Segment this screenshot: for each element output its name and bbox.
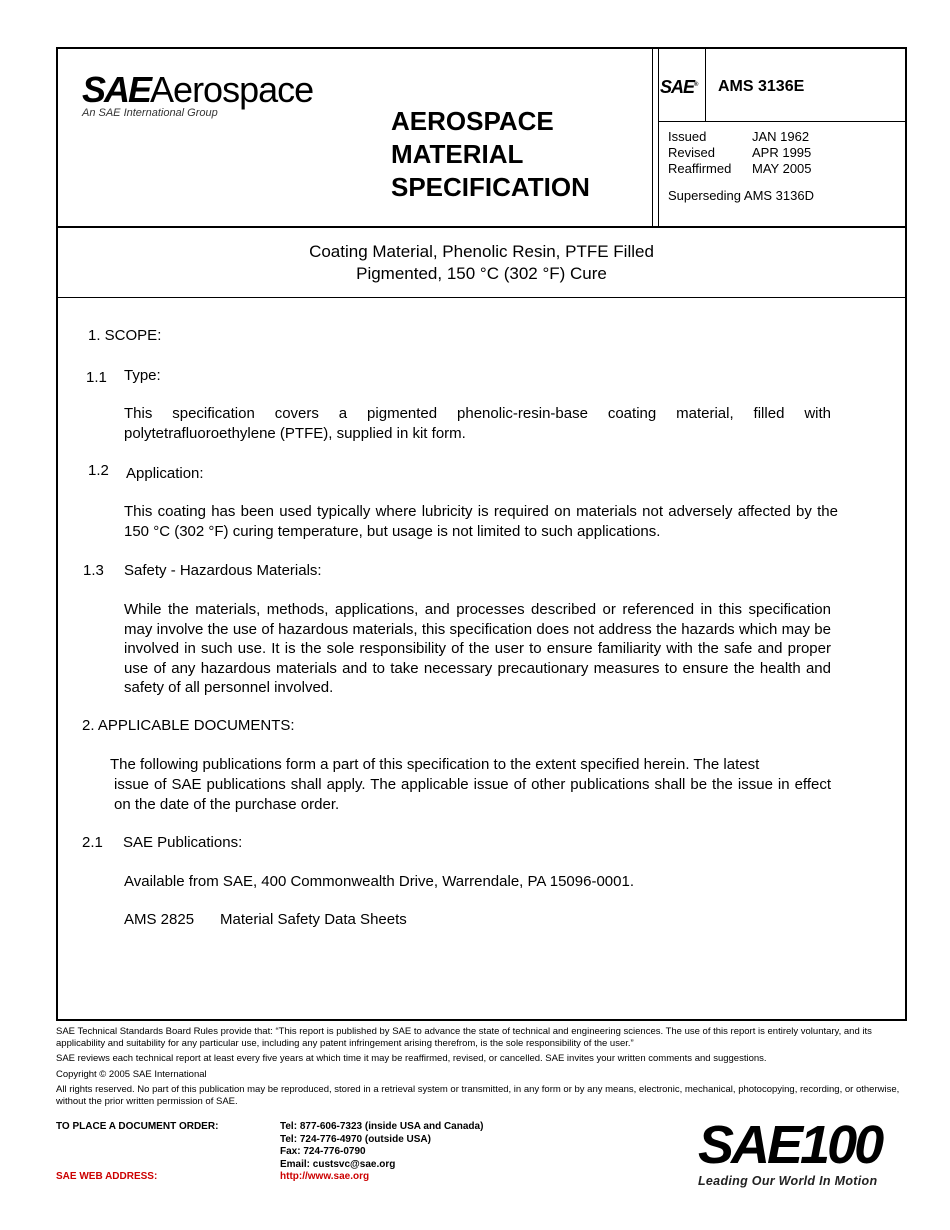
date-label: Issued <box>668 129 707 144</box>
section-title: SAE Publications: <box>123 834 243 851</box>
title-line: SPECIFICATION <box>391 172 590 202</box>
document-number: AMS 3136E <box>718 78 805 95</box>
section-number: 1.2 <box>88 462 109 479</box>
divider <box>658 49 659 226</box>
section-number: 1.1 <box>86 369 107 386</box>
footer-review: SAE reviews each technical report at least every five years at which time it may be reaffirmed, revised, or cancelled. SAE invites your written comments and suggestions. <box>56 1053 767 1064</box>
date-value: MAY 2005 <box>752 161 812 176</box>
title-line: MATERIAL <box>391 139 524 169</box>
paragraph-line: Available from SAE, 400 Commonwealth Drive, Warrendale, PA 15096-0001. <box>124 873 634 890</box>
date-label: Revised <box>668 145 715 160</box>
section-heading: 1. SCOPE: <box>88 327 162 344</box>
footer-copyright: Copyright © 2005 SAE International <box>56 1068 207 1080</box>
date-value: JAN 1962 <box>752 129 810 144</box>
paragraph: issue of SAE publications shall apply. The applicable issue of other publications shall be the issue in effect on the date of the purchase order. <box>114 776 831 813</box>
document-frame <box>56 47 907 1021</box>
reference-title: Material Safety Data Sheets <box>220 911 407 928</box>
web-link[interactable]: http://www.sae.org <box>280 1171 370 1182</box>
divider <box>58 226 905 228</box>
web-label: SAE WEB ADDRESS: <box>56 1171 158 1182</box>
footer-rules: SAE Technical Standards Board Rules provide that: “This report is published by SAE to advance the state of technical and engineering sciences. The use of this report is entirely voluntary, and its applicability and suitability for any particular use, including any patent infringement arising therefrom, is the sole responsibility of the user.” <box>56 1026 872 1049</box>
sae100-mark: SAE100 <box>698 1115 882 1175</box>
date-block <box>668 129 814 204</box>
superseding: Superseding AMS 3136D <box>668 188 814 203</box>
subject <box>58 241 905 285</box>
section-title: Type: <box>124 367 161 384</box>
subject-line: Coating Material, Phenolic Resin, PTFE Filled <box>309 242 654 261</box>
subject-line: Pigmented, 150 °C (302 °F) Cure <box>356 264 607 283</box>
logo-tagline: An SAE International Group <box>82 107 218 119</box>
sae100-logo <box>698 1115 906 1190</box>
phone-us: Tel: 877-606-7323 (inside USA and Canada) <box>280 1121 484 1132</box>
divider <box>658 121 905 122</box>
logo-brand: SAE <box>82 69 151 110</box>
fax: Fax: 724-776-0790 <box>280 1146 366 1157</box>
section-number: 1.3 <box>83 562 104 579</box>
section-title: Application: <box>126 465 204 482</box>
section-title: Safety - Hazardous Materials: <box>124 562 322 579</box>
email-link[interactable]: Email: custsvc@sae.org <box>280 1158 396 1170</box>
paragraph: While the materials, methods, applications, and processes described or referenced in this specification may involve the use of hazardous materials, this specification does not address the hazards which may be involved in such use. It is the sole responsibility of the user to ensure familiarity with the safe and proper use of any hazardous materials and to take necessary precautionary measures to ensure the health and safety of all personnel involved. <box>124 601 831 696</box>
paragraph: This specification covers a pigmented phenolic-resin-base coating material, filled with polytetrafluoroethylene (PTFE), supplied in kit form. <box>124 405 831 442</box>
title-line: AEROSPACE <box>391 106 554 136</box>
spec-title <box>391 105 590 204</box>
divider <box>705 49 706 121</box>
section-number: 2.1 <box>82 834 103 851</box>
reference-number: AMS 2825 <box>124 911 195 928</box>
paragraph: This coating has been used typically where lubricity is required on materials not adversely affected by the 150 °C (302 °F) curing temperature, but usage is not limited to such applications. <box>124 503 838 540</box>
footer-notice <box>56 1026 916 1111</box>
section-heading: 2. APPLICABLE DOCUMENTS: <box>82 717 295 734</box>
sae-aerospace-logo <box>82 71 313 119</box>
paragraph-line: The following publications form a part of this specification to the extent specified herein. The latest <box>110 756 760 773</box>
date-label: Reaffirmed <box>668 161 732 176</box>
sae-mark: SAE® <box>660 77 698 97</box>
logo-word: Aerospace <box>150 69 314 110</box>
divider <box>652 49 653 226</box>
sae100-slogan: Leading Our World In Motion <box>698 1174 878 1188</box>
date-value: APR 1995 <box>752 145 812 160</box>
phone-intl: Tel: 724-776-4970 (outside USA) <box>280 1133 431 1145</box>
divider <box>58 297 905 298</box>
footer-rights: All rights reserved. No part of this publication may be reproduced, stored in a retrieval system or transmitted, in any form or by any means, electronic, mechanical, photocopying, recording, or otherwise, without the prior written permission of SAE. <box>56 1084 900 1107</box>
order-label: TO PLACE A DOCUMENT ORDER: <box>56 1121 219 1132</box>
